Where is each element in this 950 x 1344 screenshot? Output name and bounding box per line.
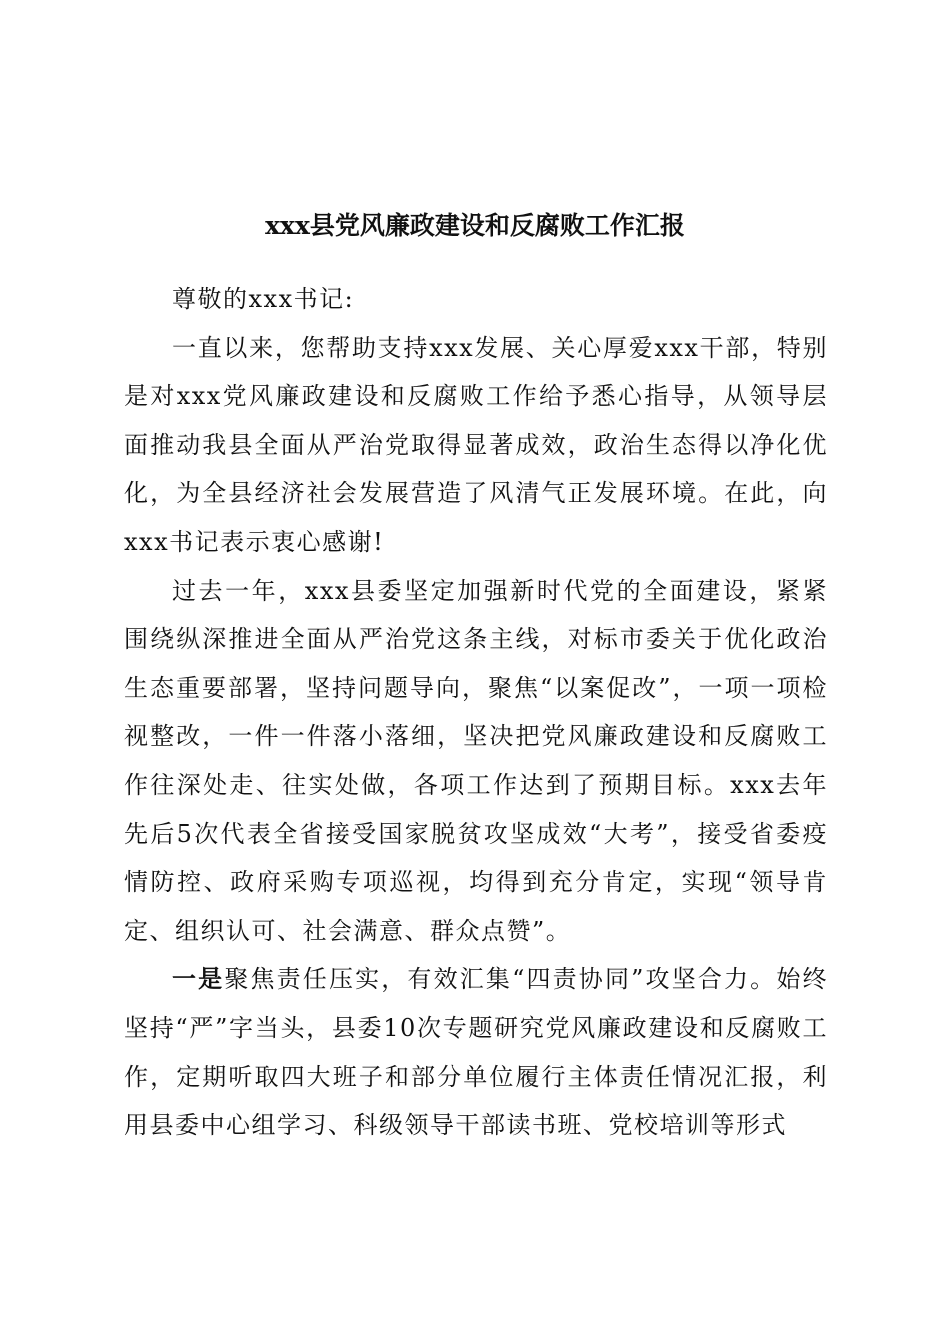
document-body xyxy=(124,275,828,1150)
section-one-lead: 一是 xyxy=(172,964,225,994)
paragraph-past-year: 过去一年，xxx县委坚定加强新时代党的全面建设，紧紧围绕纵深推进全面从严治党这条主线，对标市委关于优化政治生态重要部署，坚持问题导向，聚焦“以案促改”，一项一项检视整改，一件一件落小落细，坚决把党风廉政建设和反腐败工作往深处走、往实处做，各项工作达到了预期目标。xxx去年先后5次代表全省接受国家脱贫攻坚成效“大考”，接受省委疫情防控、政府采购专项巡视，均得到充分肯定，实现“领导肯定、组织认可、社会满意、群众点赞”。 xyxy=(124,576,828,945)
paragraph-section-one xyxy=(124,955,828,1149)
section-one-text: 聚焦责任压实，有效汇集“四责协同”攻坚合力。始终坚持“严”字当头，县委10次专题研究党风廉政建设和反腐败工作，定期听取四大班子和部分单位履行主体责任情况汇报，利用县委中心组学习、科级领导干部读书班、党校培训等形式 xyxy=(124,965,829,1140)
document-title: xxx县党风廉政建设和反腐败工作汇报 xyxy=(265,211,685,240)
salutation: 尊敬的xxx书记: xyxy=(172,285,355,313)
paragraph-gratitude: 一直以来，您帮助支持xxx发展、关心厚爱xxx干部，特别是对xxx党风廉政建设和反腐败工作给予悉心指导，从领导层面推动我县全面从严治党取得显著成效，政治生态得以净化优化，为全县经济社会发展营造了风清气正发展环境。在此，向xxx书记表示衷心感谢! xyxy=(124,333,828,556)
